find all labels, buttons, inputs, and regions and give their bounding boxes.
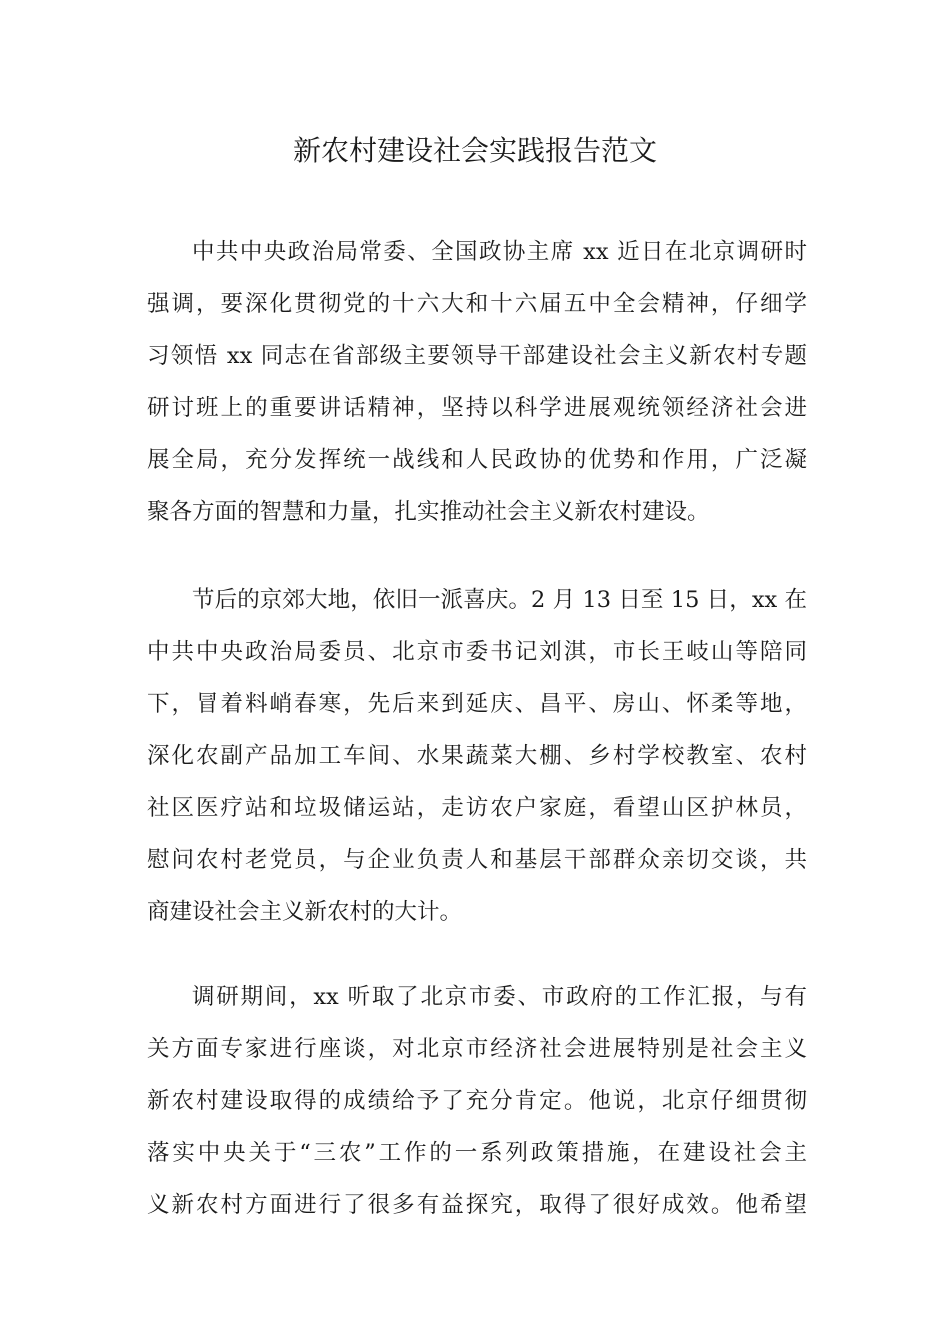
paragraph-line: 义新农村方面进行了很多有益探究，取得了很好成效。他希望 (147, 1192, 807, 1218)
paragraph-line: 深化农副产品加工车间、水果蔬菜大棚、乡村学校教室、农村 (147, 743, 807, 769)
paragraph-line: 节后的京郊大地，依旧一派喜庆。2 月 13 日至 15 日，xx 在 (192, 587, 807, 613)
paragraph-line: 关方面专家进行座谈，对北京市经济社会进展特别是社会主义 (147, 1036, 807, 1062)
paragraph-line: 展全局，充分发挥统一战线和人民政协的优势和作用，广泛凝 (147, 447, 807, 473)
paragraph-line: 强调，要深化贯彻党的十六大和十六届五中全会精神，仔细学 (147, 291, 807, 317)
paragraph-1 (147, 226, 807, 538)
paragraph-line: 慰问农村老党员，与企业负责人和基层干部群众亲切交谈，共 (147, 847, 807, 873)
paragraph-2 (147, 574, 807, 938)
paragraph-line: 研讨班上的重要讲话精神，坚持以科学进展观统领经济社会进 (147, 395, 807, 421)
paragraph-line: 调研期间，xx 听取了北京市委、市政府的工作汇报，与有 (192, 984, 807, 1010)
paragraph-line: 社区医疗站和垃圾储运站，走访农户家庭，看望山区护林员， (147, 795, 807, 821)
document-title: 新农村建设社会实践报告范文 (292, 134, 657, 167)
paragraph-line: 商建设社会主义新农村的大计。 (147, 899, 463, 925)
paragraph-line: 中共中央政治局常委、全国政协主席 xx 近日在北京调研时 (192, 239, 807, 265)
paragraph-3 (147, 971, 807, 1231)
paragraph-line: 落实中央关于“三农”工作的一系列政策措施，在建设社会主 (147, 1140, 807, 1166)
paragraph-line: 新农村建设取得的成绩给予了充分肯定。他说，北京仔细贯彻 (147, 1088, 807, 1114)
paragraph-line: 聚各方面的智慧和力量，扎实推动社会主义新农村建设。 (147, 499, 710, 525)
paragraph-line: 中共中央政治局委员、北京市委书记刘淇，市长王岐山等陪同 (147, 639, 807, 665)
paragraph-line: 习领悟 xx 同志在省部级主要领导干部建设社会主义新农村专题 (147, 343, 807, 369)
paragraph-line: 下，冒着料峭春寒，先后来到延庆、昌平、房山、怀柔等地， (147, 691, 807, 717)
